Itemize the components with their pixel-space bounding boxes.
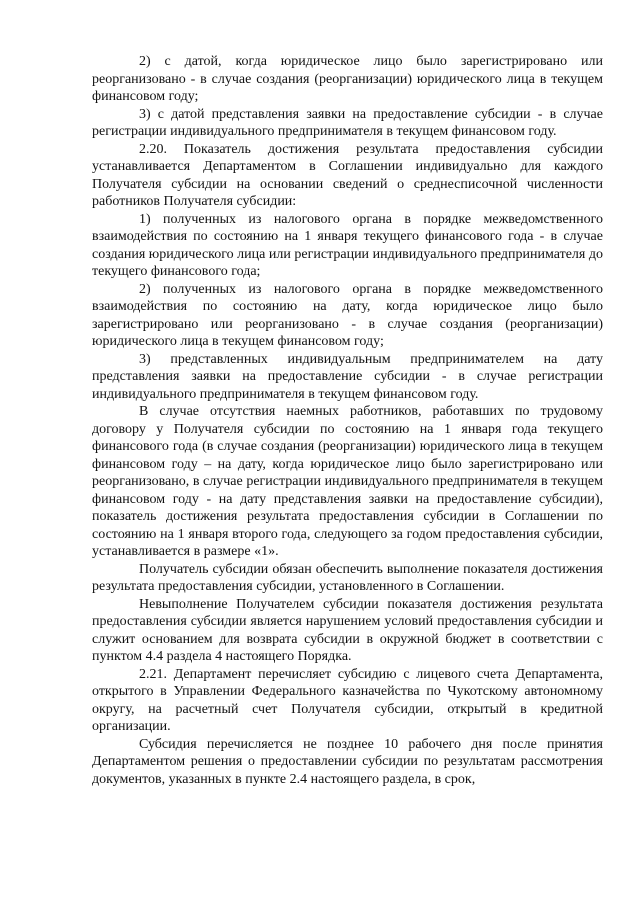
paragraph-no-employees: В случае отсутствия наемных работников, работавших по трудовому договору у Получателя субсидии по состоянию на 1 января года текущего финансового года (в случае создания (реорганизации) юридического лица в текущем финансовом году – на дату, когда юридическое лицо было зарегистрировано или реорганизовано, в случае регистрации индивидуального предпринимателя в текущем финансовом году - на дату представления заявки на предоставление субсидии), показатель достижения результата предоставления субсидии в Соглашении по состоянию на 1 января второго года, следующего за годом предоставления субсидии, устанавливается в размере «1». — [92, 404, 603, 559]
paragraph-non-fulfillment: Невыполнение Получателем субсидии показателя достижения результата предоставления субсидии является нарушением условий предоставления субсидии и служит основанием для возврата субсидии в окружной бюджет в соответствии с пунктом 4.4 раздела 4 настоящего Порядка. — [92, 596, 603, 664]
paragraph-clause-2-20: 2.20. Показатель достижения результата предоставления субсидии устанавливается Департаментом в Соглашении индивидуально для каждого Получателя субсидии на основании сведений о среднесписочной численности работников Получателя субсидии: — [92, 141, 603, 209]
paragraph-item-2-date-reorganization: 2) с датой, когда юридическое лицо было зарегистрировано или реорганизовано - в случае создания (реорганизации) юридического лица в текущем финансовом году; — [92, 54, 603, 104]
paragraph-transfer-deadline: Субсидия перечисляется не позднее 10 рабочего дня после принятия Департаментом решения о предоставлении субсидии по результатам рассмотрения документов, указанных в пункте 2.4 настоящего раздела, в срок, — [92, 736, 603, 787]
paragraph-source-1: 1) полученных из налогового органа в порядке межведомственного взаимодействия по состоянию на 1 января текущего финансового года - в случае создания юридического лица или регистрации индивидуального предпринимателя до текущего финансового года; — [92, 211, 603, 279]
paragraph-source-2: 2) полученных из налогового органа в порядке межведомственного взаимодействия по состоянию на дату, когда юридическое лицо было зарегистрировано или реорганизовано - в случае создания (реорганизации) юридического лица в текущем финансовом году; — [92, 281, 603, 349]
paragraph-source-3: 3) представленных индивидуальным предпринимателем на дату представления заявки на предоставление субсидии - в случае регистрации индивидуального предпринимателя в текущем финансовом году. — [92, 351, 603, 402]
paragraph-recipient-obligation: Получатель субсидии обязан обеспечить выполнение показателя достижения результата предоставления субсидии, установленного в Соглашении. — [92, 561, 603, 594]
paragraph-clause-2-21: 2.21. Департамент перечисляет субсидию с лицевого счета Департамента, открытого в Управлении Федерального казначейства по Чукотскому автономному округу, на расчетный счет Получателя субсидии, открытый в кредитной организации. — [92, 666, 603, 734]
document-page — [92, 53, 603, 788]
paragraph-item-3-application-date: 3) с датой представления заявки на предоставление субсидии - в случае регистрации индивидуального предпринимателя в текущем финансовом году. — [92, 106, 603, 139]
